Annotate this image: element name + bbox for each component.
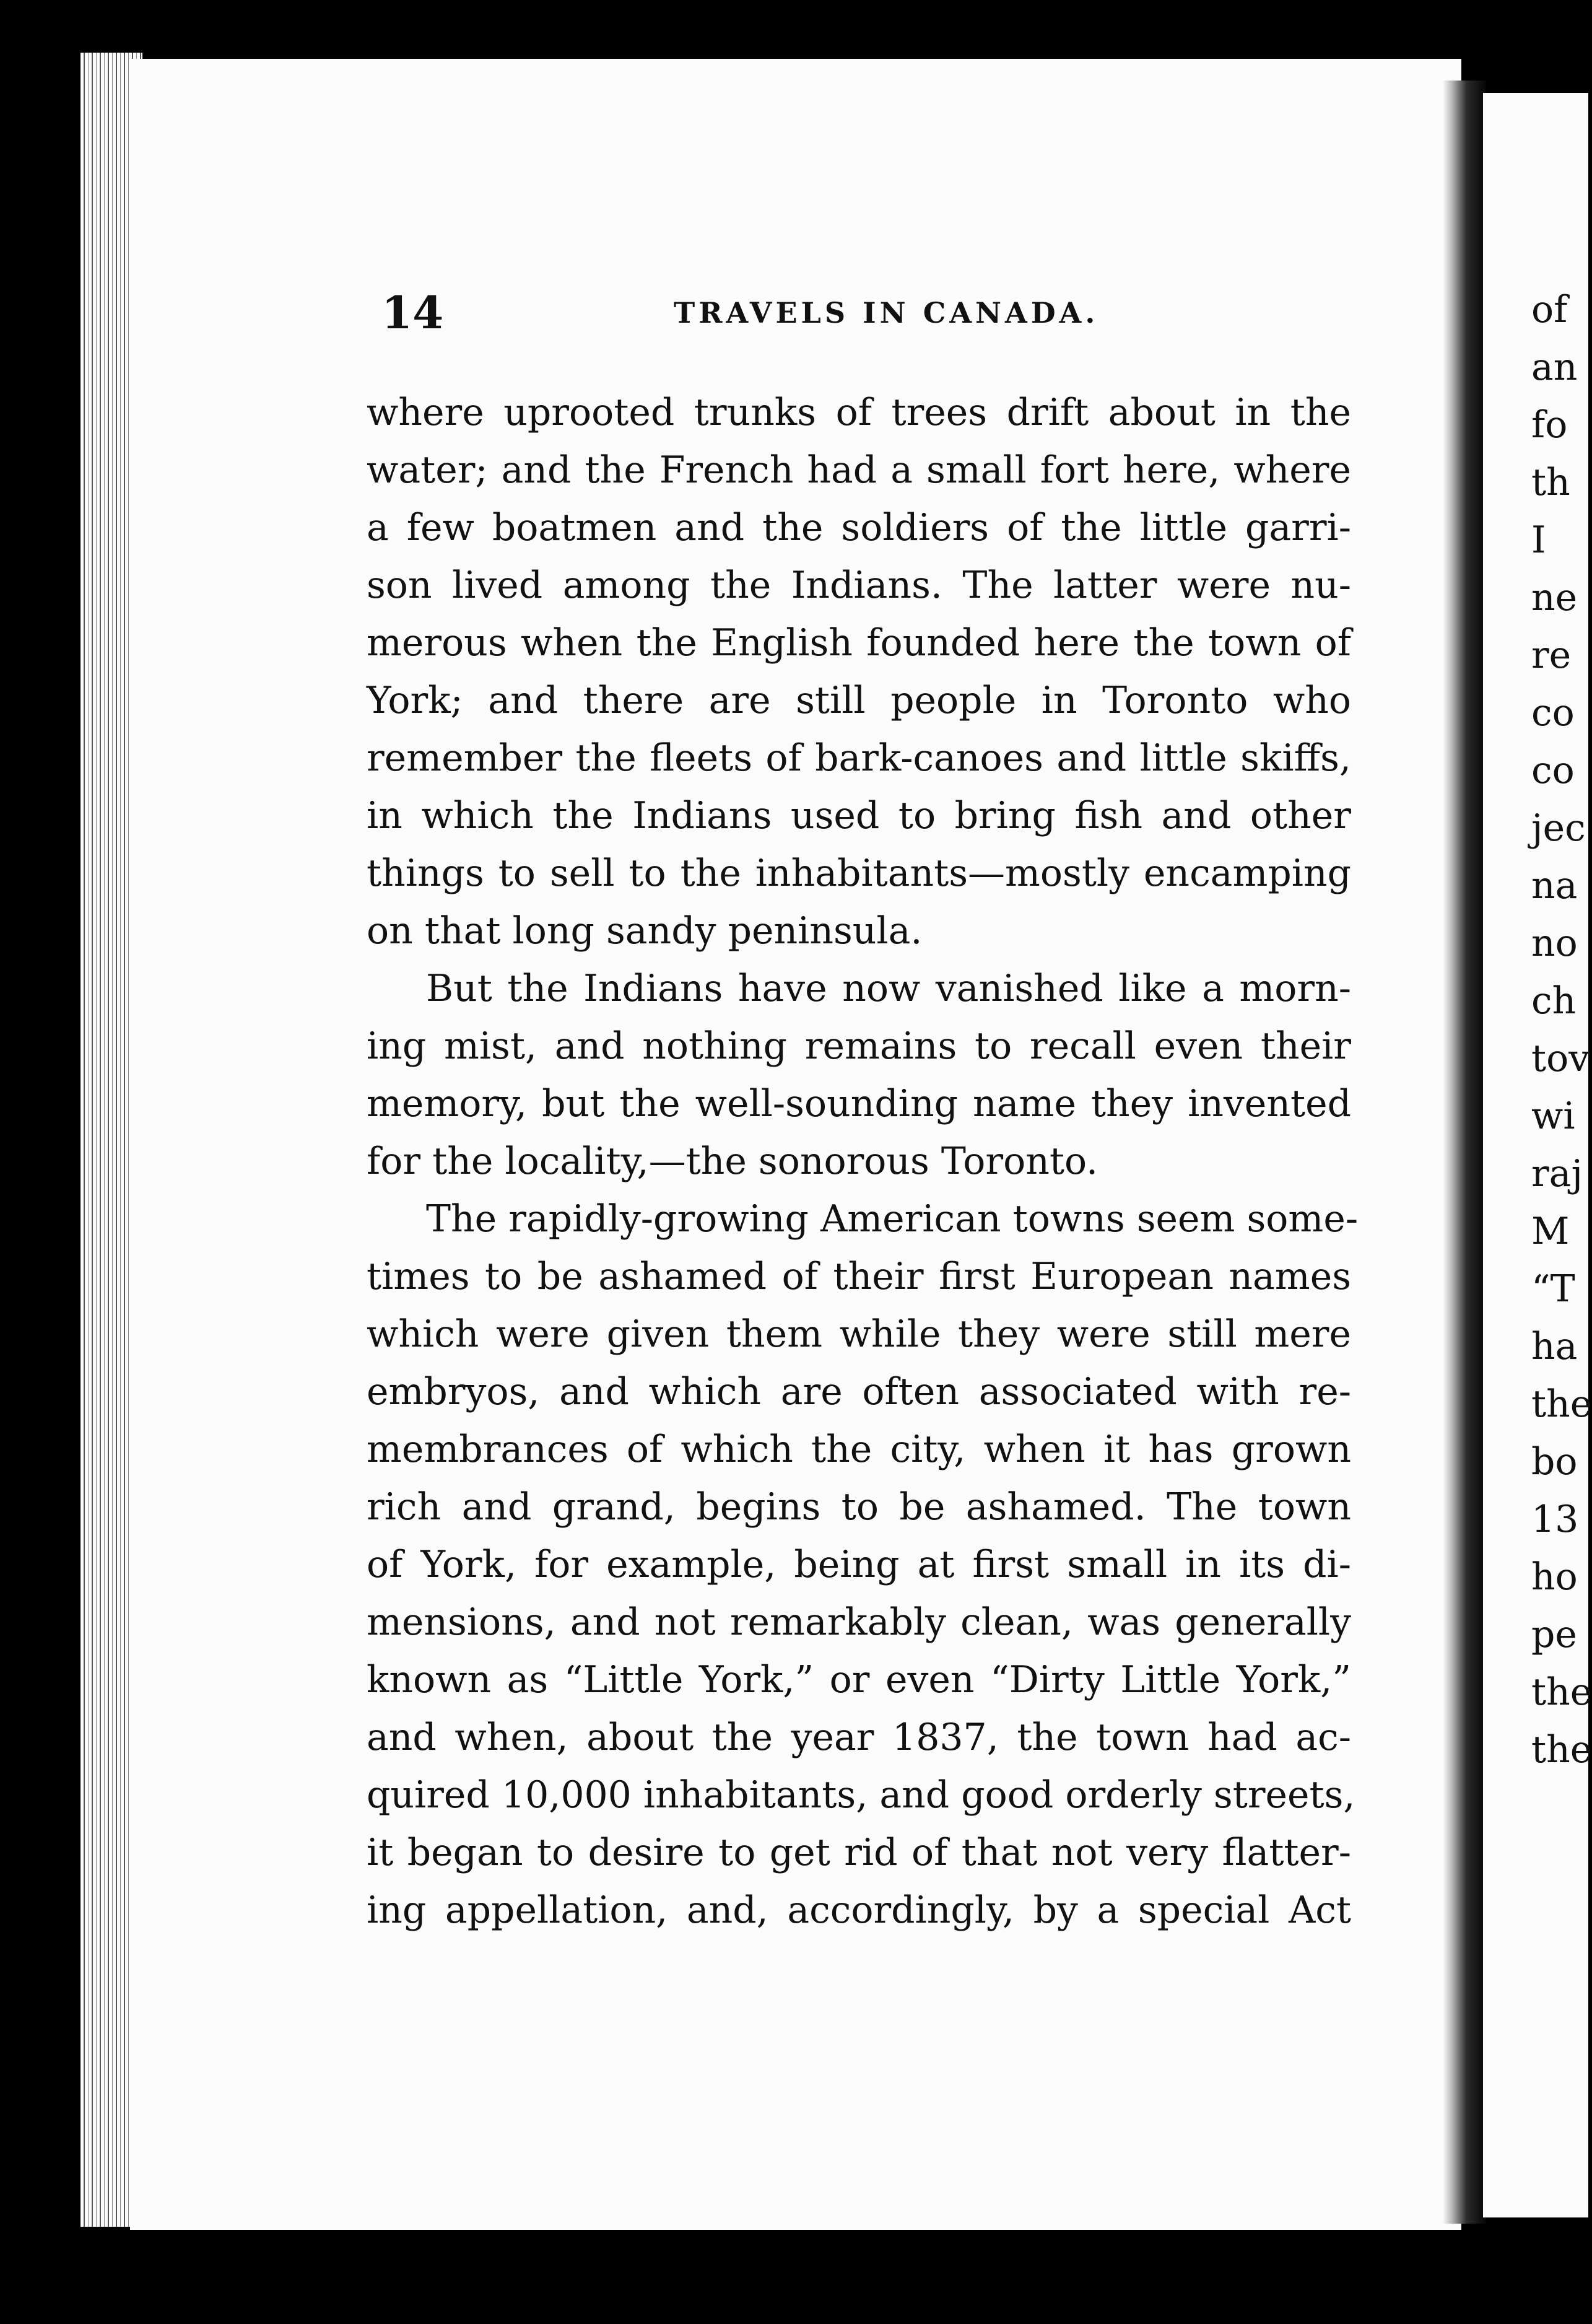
facing-page-fragment: co [1531, 749, 1575, 792]
text-line: The rapidly-growing American towns seem some- [426, 1197, 1359, 1241]
facing-page-fragment: no [1531, 922, 1578, 965]
text-line: mensions, and not remarkably clean, was generally [367, 1601, 1351, 1644]
facing-page-fragment: ha [1531, 1325, 1578, 1368]
text-line: ing appellation, and, accordingly, by a special Act [367, 1889, 1351, 1932]
text-line: son lived among the Indians. The latter were nu- [367, 564, 1351, 607]
text-line: a few boatmen and the soldiers of the little garri- [367, 506, 1351, 549]
text-line: where uprooted trunks of trees drift about in the [367, 391, 1351, 434]
facing-page-fragment: “T [1531, 1267, 1575, 1311]
facing-page-fragment: raj [1531, 1152, 1583, 1195]
facing-page-fragment: jec [1531, 806, 1586, 850]
spine-shadow [1443, 81, 1486, 2224]
text-line: for the locality,—the sonorous Toronto. [367, 1140, 1098, 1183]
facing-page-fragment: the [1531, 1383, 1592, 1426]
facing-page-fragment: ch [1531, 979, 1577, 1023]
text-line: quired 10,000 inhabitants, and good orderly streets, [367, 1773, 1355, 1817]
running-head [381, 286, 1372, 339]
paragraph [367, 1190, 1359, 1939]
facing-page-fragment: co [1531, 691, 1575, 735]
text-line: in which the Indians used to bring fish and other [367, 794, 1351, 837]
text-line: water; and the French had a small fort here, where [367, 448, 1351, 492]
body-text [367, 384, 1359, 1939]
facing-page-fragment: na [1531, 864, 1578, 907]
facing-page-fragment: ho [1531, 1555, 1578, 1599]
text-line: memory, but the well-sounding name they invented [367, 1082, 1351, 1125]
facing-page-fragment: bo [1531, 1440, 1578, 1483]
paragraph [367, 384, 1351, 960]
facing-page-fragment: M [1531, 1210, 1570, 1253]
text-line: of York, for example, being at first small in its di- [367, 1543, 1351, 1586]
text-line: it began to desire to get rid of that not very flatter- [367, 1831, 1351, 1874]
text-line: on that long sandy peninsula. [367, 909, 923, 953]
text-line: rich and grand, begins to be ashamed. The town [367, 1485, 1351, 1529]
text-line: which were given them while they were still mere [367, 1313, 1351, 1356]
text-line: merous when the English founded here the town of [367, 621, 1351, 665]
running-title: TRAVELS IN CANADA. [674, 296, 1099, 330]
text-line: known as “Little York,” or even “Dirty Little York,” [367, 1658, 1351, 1702]
facing-page-fragment: fo [1531, 403, 1568, 447]
text-line: times to be ashamed of their first European names [367, 1255, 1351, 1298]
text-line: remember the fleets of bark-canoes and little skiffs, [367, 736, 1351, 780]
facing-page-fragment: an [1531, 346, 1578, 389]
facing-page-fragment: pe [1531, 1613, 1577, 1656]
facing-page-fragment: re [1531, 634, 1572, 677]
facing-page [1483, 93, 1592, 2217]
facing-page-fragment: tov [1531, 1037, 1590, 1080]
text-line: membrances of which the city, when it has grown [367, 1428, 1351, 1471]
facing-page-fragment: th [1531, 461, 1570, 504]
facing-page-fragment: ne [1531, 576, 1578, 619]
paragraph [367, 960, 1351, 1190]
page-number: 14 [381, 286, 444, 339]
text-line: York; and there are still people in Toronto who [367, 679, 1351, 722]
facing-page-fragment: 13 [1531, 1498, 1579, 1541]
facing-page-fragment: I [1531, 518, 1546, 562]
facing-page-fragment: the [1531, 1671, 1592, 1714]
facing-page-fragment: wi [1531, 1094, 1575, 1138]
text-line: things to sell to the inhabitants—mostly encamping [367, 852, 1351, 895]
text-line: ing mist, and nothing remains to recall even their [367, 1024, 1351, 1068]
facing-page-fragment: the [1531, 1728, 1592, 1771]
text-line: embryos, and which are often associated with re- [367, 1370, 1351, 1413]
text-line: and when, about the year 1837, the town had ac- [367, 1716, 1351, 1759]
text-line: But the Indians have now vanished like a morn- [426, 967, 1351, 1010]
facing-page-fragment: of [1531, 288, 1568, 331]
